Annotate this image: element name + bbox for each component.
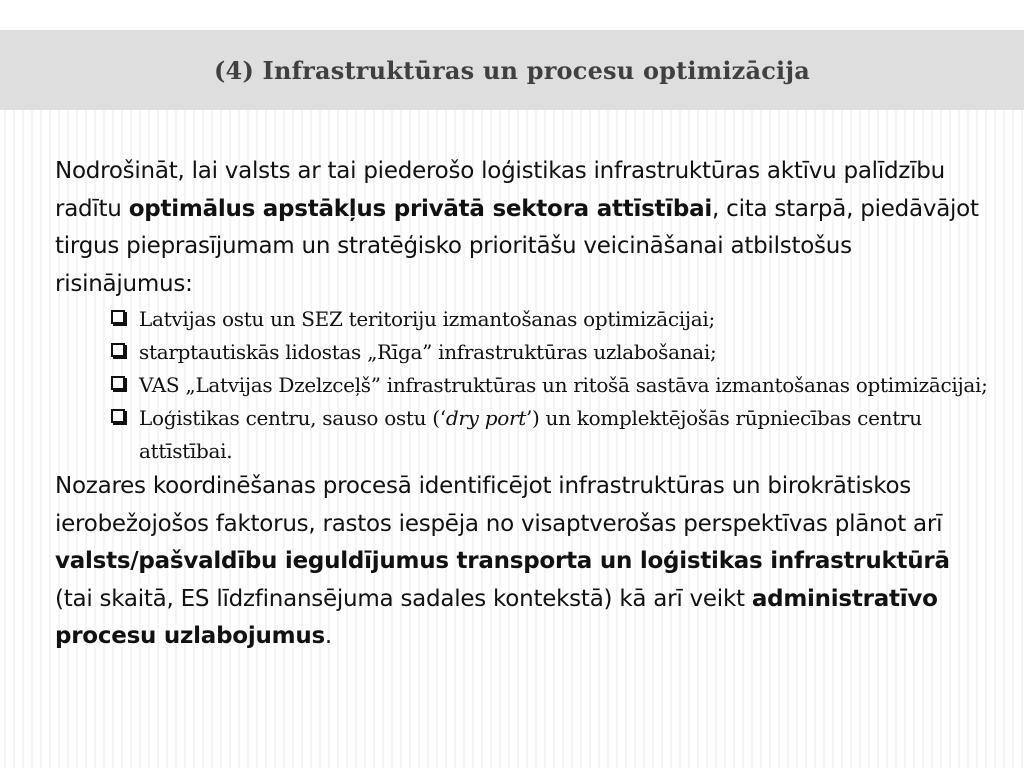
closing-paragraph (55, 468, 990, 656)
checkbox-bullet-icon (111, 376, 125, 390)
intro-text-2: , cita starpā, piedāvājot tirgus pieprasījumam un stratēģisko prioritāšu veicināšanai atbilstošus risinājumus: (55, 195, 979, 297)
intro-bold-text: optimālus apstākļus privātā sektora attīstībai (128, 195, 713, 222)
closing-text-1: Nozares koordinēšanas procesā identificējot infrastruktūras un birokrātiskos ierobežojošos faktorus, rastos iespēja no visaptverošas perspektīvas plānot arī (55, 473, 943, 537)
list-item (105, 369, 990, 402)
bullet-text-before: Loģistikas centru, sauso ostu (‘ (139, 406, 446, 430)
closing-bold-text-2: administratīvo procesu uzlabojumus (55, 585, 938, 649)
bullet-text-after: ’) un komplektējošās rūpniecības centru attīstībai. (139, 406, 922, 463)
intro-text-1: Nodrošināt, lai valsts ar tai piederošo loģistikas infrastruktūras aktīvu palīdzību radītu (55, 158, 945, 222)
slide-body (55, 153, 990, 656)
top-strip (0, 0, 1024, 30)
bullet-text: Latvijas ostu un SEZ teritoriju izmantošanas optimizācijai; (139, 307, 715, 331)
list-item (105, 402, 990, 468)
list-item (105, 303, 990, 336)
checkbox-bullet-icon (111, 310, 125, 324)
bullet-text: VAS „Latvijas Dzelzceļš” infrastruktūras un ritošā sastāva izmantošanas optimizācijai; (139, 373, 988, 397)
checkbox-bullet-icon (111, 409, 125, 423)
bullet-italic-text: dry port (445, 406, 526, 430)
bullet-text: starptautiskās lidostas „Rīga” infrastruktūras uzlabošanai; (139, 340, 717, 364)
slide-title: (4) Infrastruktūras un procesu optimizācija (213, 55, 810, 85)
bullet-list (55, 303, 990, 468)
title-bar (0, 30, 1024, 110)
intro-paragraph (55, 153, 990, 303)
closing-text-3: . (324, 623, 332, 649)
checkbox-bullet-icon (111, 343, 125, 357)
closing-text-2: (tai skaitā, ES līdzfinansējuma sadales kontekstā) kā arī veikt (55, 585, 752, 612)
list-item (105, 336, 990, 369)
closing-bold-text-1: valsts/pašvaldību ieguldījumus transporta un loģistikas infrastruktūrā (55, 548, 950, 574)
